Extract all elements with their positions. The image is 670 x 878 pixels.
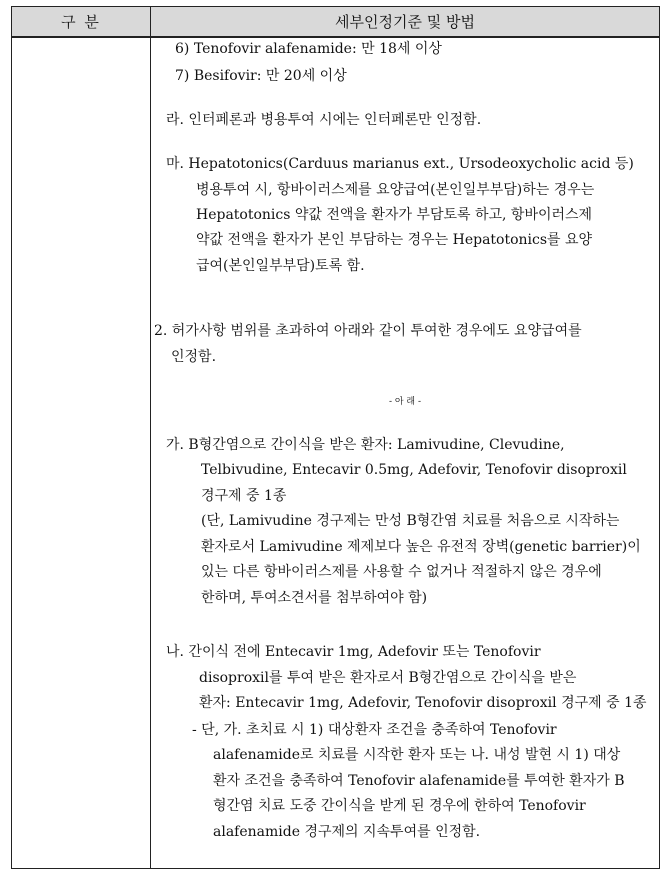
item-ma-line2: 병용투여 시, 항바이러스제를 요양급여(본인일부부담)하는 경우는 [196, 182, 595, 198]
table-body-row [12, 37, 660, 869]
item-ga-line1: 가. B형간염으로 간이식을 받은 환자: Lamivudine, Clevudine, [166, 437, 565, 453]
table-header-row [12, 7, 660, 38]
item-ga-line6: 있는 다른 항바이러스제를 사용할 수 없거나 적절하지 않은 경우에 [201, 564, 602, 580]
criteria-cell [151, 37, 660, 869]
item-na-line5: alafenamide로 치료를 시작한 환자 또는 나. 내성 발현 시 1) 대상 [213, 747, 621, 763]
section-2-line2: 인정함. [171, 349, 217, 365]
item-ma-line1: 마. Hepatotonics(Carduus marianus ext., Ursodeoxycholic acid 등) [166, 156, 634, 172]
item-7: 7) Besifovir: 만 20세 이상 [175, 68, 347, 84]
item-na-line6: 환자 조건을 충족하여 Tenofovir alafenamide를 투여한 환자가 B [213, 773, 625, 789]
item-na-line3: 환자: Entecavir 1mg, Adefovir, Tenofovir disoproxil 경구제 중 1종 [199, 695, 647, 711]
item-na-line4: - 단, 가. 초치료 시 1) 대상환자 조건을 충족하여 Tenofovir [192, 722, 557, 738]
header-category: 구 분 [12, 7, 151, 38]
item-na-line1: 나. 간이식 전에 Entecavir 1mg, Adefovir 또는 Tenofovir [166, 644, 541, 660]
item-ma-line5: 급여(본인일부부담)토록 함. [196, 258, 365, 274]
item-na-line2: disoproxil를 투여 받은 환자로서 B형간염으로 간이식을 받은 [199, 670, 577, 686]
item-ga-line4: (단, Lamivudine 경구제는 만성 B형간염 치료를 처음으로 시작하는 [201, 513, 620, 529]
item-na-line8: alafenamide 경구제의 지속투여를 인정함. [213, 824, 481, 840]
item-na-line7: 형간염 치료 도중 간이식을 받게 된 경우에 한하여 Tenofovir [213, 798, 586, 814]
item-ga-line7: 한하며, 투여소견서를 첨부하여야 함) [201, 590, 428, 606]
item-ma-line3: Hepatotonics 약값 전액을 환자가 부담토록 하고, 항바이러스제 [196, 207, 593, 223]
below-heading: - 아 래 - [388, 397, 422, 407]
header-criteria: 세부인정기준 및 방법 [151, 7, 660, 38]
item-ra: 라. 인터페론과 병용투여 시에는 인터페론만 인정함. [166, 112, 482, 128]
criteria-content [151, 38, 659, 868]
item-6: 6) Tenofovir alafenamide: 만 18세 이상 [175, 41, 442, 57]
section-2-line1: 2. 허가사항 범위를 초과하여 아래와 같이 투여한 경우에도 요양급여를 [154, 323, 582, 339]
criteria-table [11, 6, 660, 869]
item-ga-line2: Telbivudine, Entecavir 0.5mg, Adefovir, Tenofovir disoproxil [201, 462, 627, 478]
category-cell [12, 37, 151, 869]
item-ma-line4: 약값 전액을 환자가 본인 부담하는 경우는 Hepatotonics를 요양 [196, 232, 593, 248]
item-ga-line3: 경구제 중 1종 [201, 488, 287, 504]
item-ga-line5: 환자로서 Lamivudine 제제보다 높은 유전적 장벽(genetic barrier)이 [201, 539, 641, 555]
